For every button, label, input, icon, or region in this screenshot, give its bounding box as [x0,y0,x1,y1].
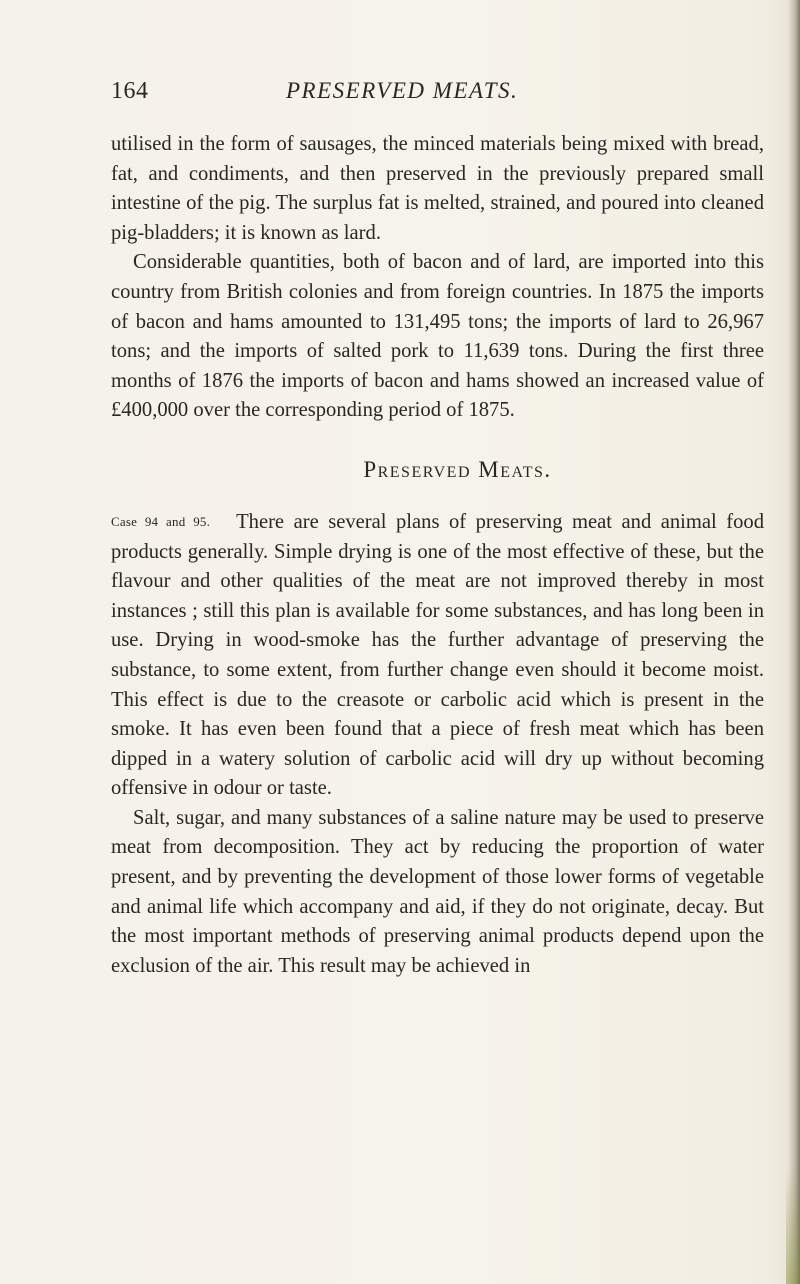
body-text [111,130,764,981]
page-edge-tint [786,1164,800,1284]
paragraph-preserving-plans-text: There are several plans of preserving meat and animal food products generally. Simple drying is one of the most effective of these, but the flavour and other qualities of the meat are not improved thereby in most instances ; still this plan is available for some substances, and has long been in use. Drying in wood-smoke has the further advantage of preserving the substance, to some extent, from further change even should it become moist. This effect is due to the creasote or carbolic acid which is present in the smoke. It has even been found that a piece of fresh meat which has been dipped in a watery solution of carbolic acid will dry up without becoming offensive in odour or taste. [111,510,764,800]
page-header [111,78,761,108]
page-number: 164 [111,78,149,104]
case-side-note: Case 94 and 95. [111,513,211,529]
paragraph-imports: Considerable quantities, both of bacon and of lard, are imported into this country from British colonies and from foreign countries. In 1875 the imports of bacon and hams amounted to 131,495 tons; the imports of lard to 26,967 tons; and the imports of salted pork to 11,639 tons. During the first three months of 1876 the imports of bacon and hams showed an increased value of £400,000 over the corresponding period of 1875. [111,251,764,422]
section-heading: Preserved Meats. [363,456,552,482]
paragraph-sausages-lard: utilised in the form of sausages, the minced materials being mixed with bread, fat, and condiments, and then preserved in the previously prepared small intestine of the pig. The surplus fat is melted, strained, and poured into cleaned pig-bladders; it is known as lard. [111,133,764,244]
page-edge-shadow [788,0,800,1284]
running-title: PRESERVED MEATS. [286,78,519,103]
paragraph-preserving-plans [111,507,764,804]
paragraph-salt-sugar: Salt, sugar, and many substances of a saline nature may be used to preserve meat from decomposition. They act by reducing the proportion of water present, and by preventing the development of those lower forms of vegetable and animal life which accompany and aid, if they do not originate, decay. But the most important methods of preserving animal products depend upon the exclusion of the air. This result may be achieved in [111,806,764,977]
